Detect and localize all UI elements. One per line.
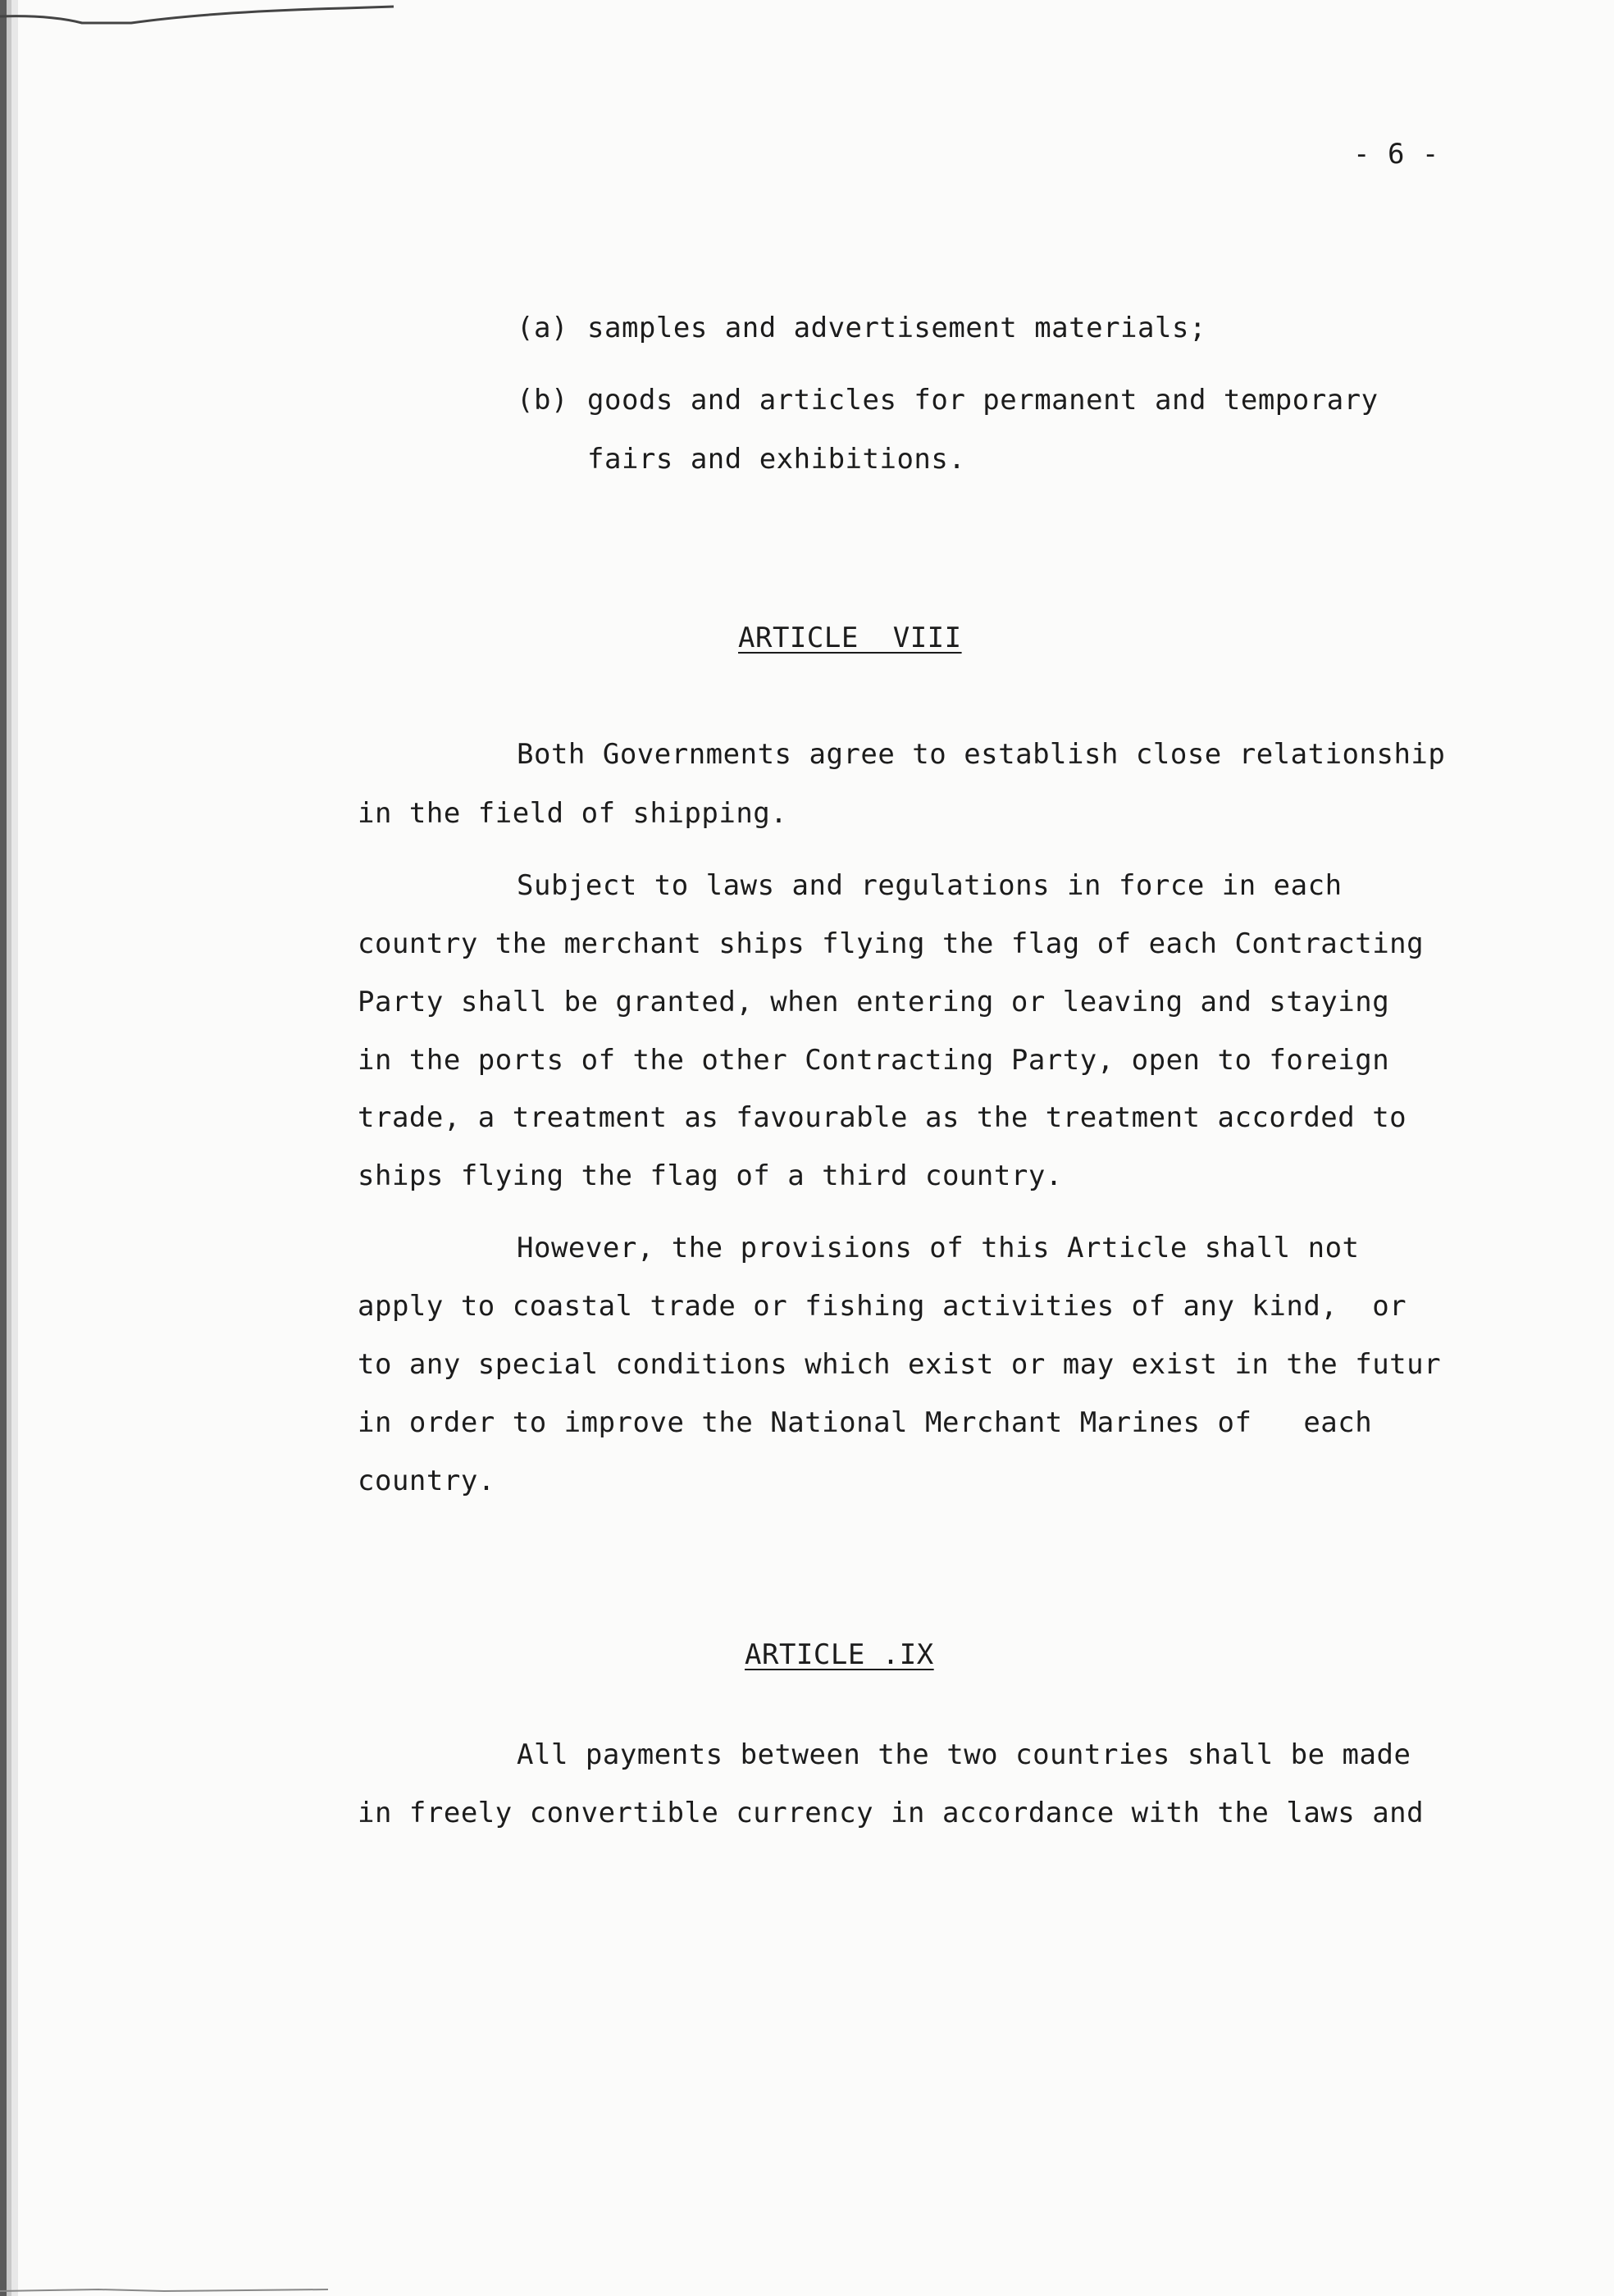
article-ix-line-2: in freely convertible currency in accordance with the laws and xyxy=(358,1797,1425,1829)
article-ix-line-1: All payments between the two countries shall be made xyxy=(517,1738,1411,1771)
article-viii-line-6: in the ports of the other Contracting Party, open to foreign xyxy=(358,1044,1390,1077)
article-viii-line-8: ships flying the flag of a third country. xyxy=(358,1159,1063,1192)
article-viii-line-2: in the field of shipping. xyxy=(358,797,788,830)
list-item-a-marker: (a) xyxy=(517,312,568,344)
list-item-b-text: goods and articles for permanent and temporary xyxy=(587,384,1379,417)
list-item-b-marker: (b) xyxy=(517,384,568,417)
scan-left-edge xyxy=(0,0,33,2296)
article-viii-heading: ARTICLE VIII xyxy=(738,622,962,654)
scan-top-edge xyxy=(0,0,1614,33)
article-viii-line-1: Both Governments agree to establish close relationship xyxy=(517,738,1446,771)
list-item-b-continuation: fairs and exhibitions. xyxy=(587,443,966,476)
article-viii-line-5: Party shall be granted, when entering or leaving and staying xyxy=(358,986,1390,1018)
article-viii-line-4: country the merchant ships flying the flag of each Contracting xyxy=(358,927,1425,960)
article-ix-heading: ARTICLE .IX xyxy=(745,1638,934,1671)
article-viii-line-10: apply to coastal trade or fishing activities of any kind, or xyxy=(358,1290,1407,1323)
article-viii-line-12: in order to improve the National Merchant Marines of each xyxy=(358,1406,1373,1439)
article-viii-line-13: country. xyxy=(358,1465,495,1497)
list-item-a-text: samples and advertisement materials; xyxy=(587,312,1206,344)
scan-bottom-edge xyxy=(0,2280,1614,2296)
page-number: - 6 - xyxy=(1353,138,1439,171)
article-viii-line-11: to any special conditions which exist or may exist in the futur xyxy=(358,1348,1442,1381)
article-viii-line-3: Subject to laws and regulations in force in each xyxy=(517,869,1343,902)
article-viii-line-9: However, the provisions of this Article shall not xyxy=(517,1232,1360,1264)
article-viii-line-7: trade, a treatment as favourable as the treatment accorded to xyxy=(358,1101,1407,1134)
